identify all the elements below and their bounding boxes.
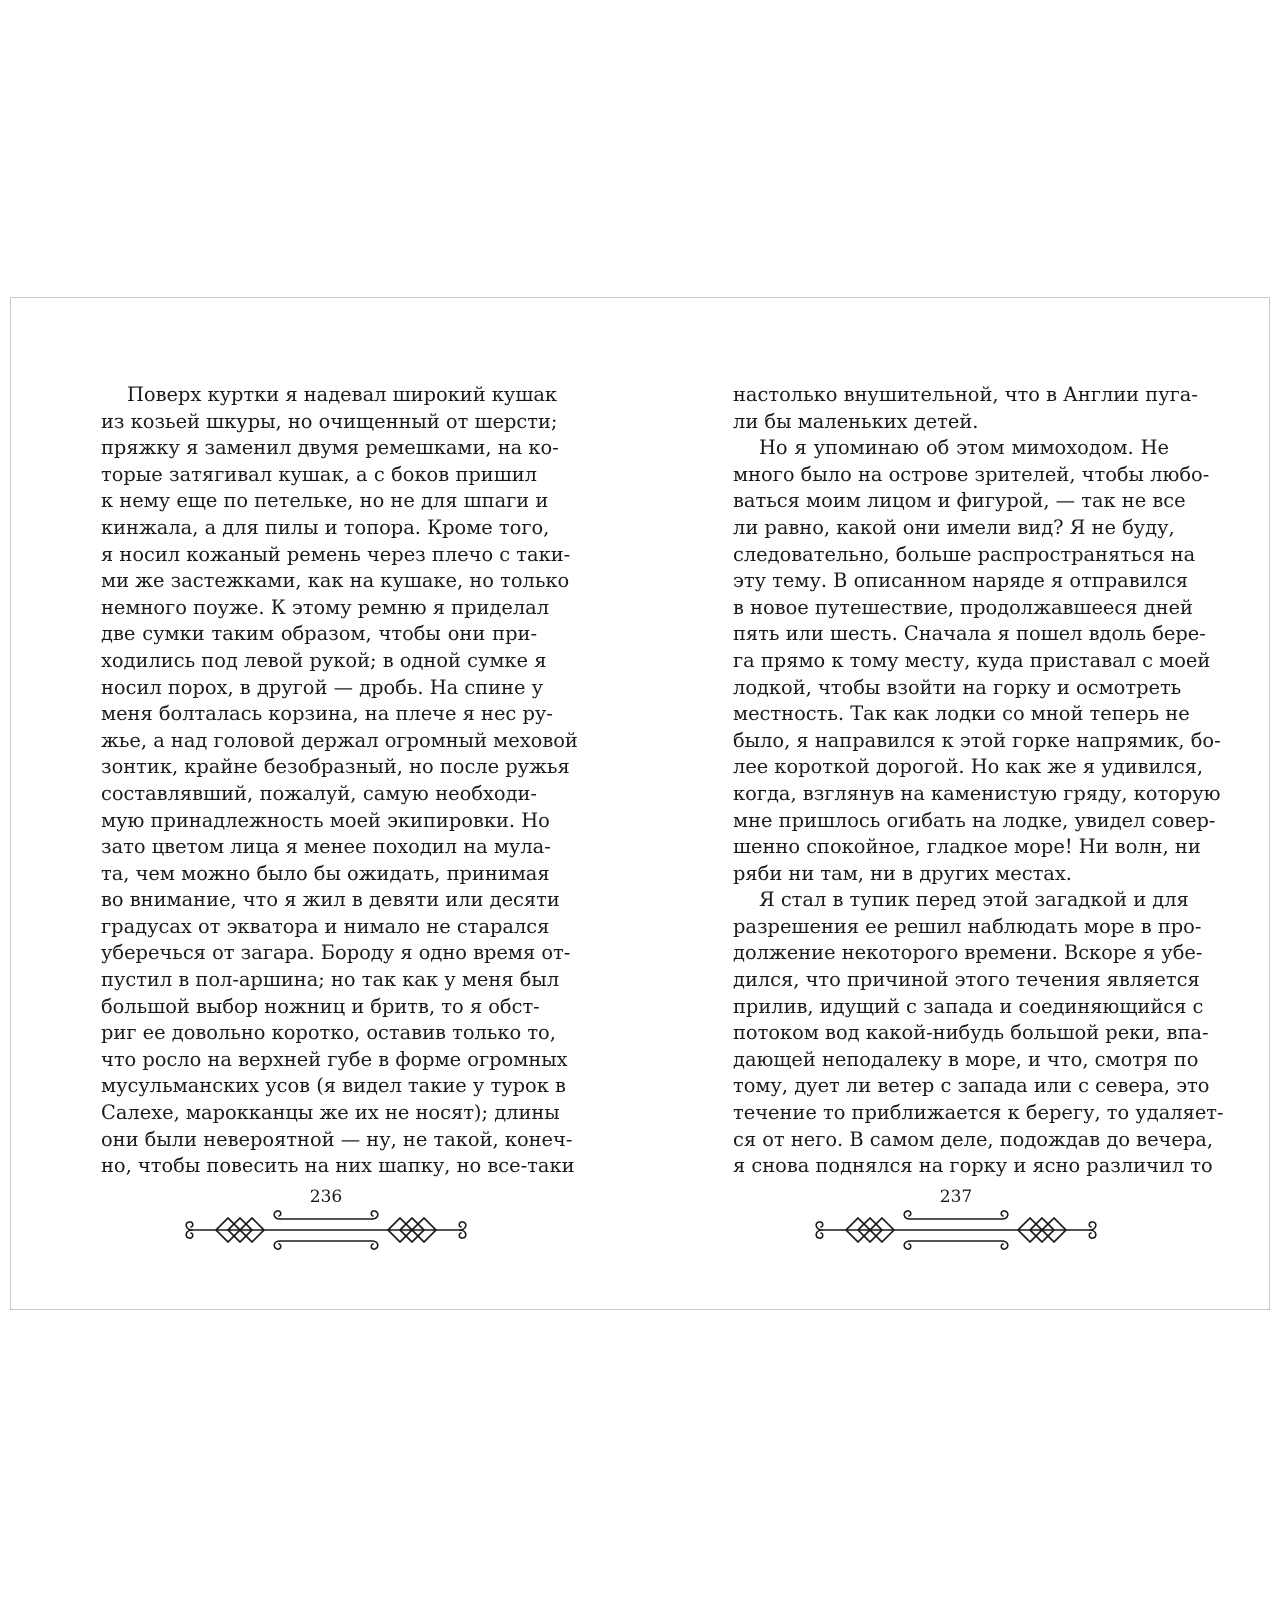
text-line: зонтик, крайне безобразный, но после ружья: [101, 755, 570, 779]
text-line: течение то приближается к берегу, то удаляет-: [733, 1101, 1224, 1125]
text-line: ряби ни там, ни в других местах.: [733, 861, 1072, 885]
text-line: тому, дует ли ветер с запада или с севера, это: [733, 1074, 1210, 1098]
text-line: эту тему. В описанном наряде я отправился: [733, 569, 1188, 593]
text-line: пять или шесть. Сначала я пошел вдоль бере-: [733, 622, 1206, 646]
text-line: что росло на верхней губе в форме огромных: [101, 1047, 568, 1071]
text-line: лодкой, чтобы взойти на горку и осмотреть: [733, 675, 1182, 699]
right-page: [641, 298, 1271, 1309]
text-line: та, чем можно было бы ожидать, принимая: [101, 861, 550, 885]
book-spread: [10, 297, 1270, 1310]
left-folio: [176, 1186, 476, 1266]
text-line: должение некоторого времени. Вскоре я убе-: [733, 941, 1203, 965]
text-line: кинжала, а для пилы и топора. Кроме того,: [101, 515, 550, 539]
text-line: дающей неподалеку в море, и что, смотря по: [733, 1047, 1199, 1071]
text-line: жье, а над головой держал огромный меховой: [101, 728, 578, 752]
text-line: Но я упоминаю об этом мимоходом. Не: [759, 436, 1169, 460]
text-line: местность. Так как лодки со мной теперь не: [733, 702, 1190, 726]
text-line: лее короткой дорогой. Но как же я удивился,: [733, 755, 1203, 779]
text-line: меня болталась корзина, на плече я нес ру-: [101, 702, 553, 726]
text-line: ходились под левой рукой; в одной сумке я: [101, 648, 547, 672]
text-line: дился, что причиной этого течения является: [733, 968, 1200, 992]
text-line: носил порох, в другой — дробь. На спине у: [101, 675, 544, 699]
text-line: было, я направился к этой горке напрямик, бо-: [733, 728, 1221, 752]
text-line: уберечься от загара. Бороду я одно время от-: [101, 941, 571, 965]
right-folio: [806, 1186, 1106, 1266]
text-line: ми же застежками, как на кушаке, но только: [101, 569, 570, 593]
text-line: я снова поднялся на горку и ясно различил то: [733, 1154, 1213, 1178]
text-line: зато цветом лица я менее походил на мула-: [101, 835, 551, 859]
left-page: [11, 298, 641, 1309]
text-line: мне пришлось огибать на лодке, увидел совер-: [733, 808, 1216, 832]
text-line: следовательно, больше распространяться на: [733, 542, 1196, 566]
text-line: ваться моим лицом и фигурой, — так не все: [733, 489, 1186, 513]
text-line: градусах от экватора и нимало не старался: [101, 914, 550, 938]
text-line: Я стал в тупик перед этой загадкой и для: [759, 888, 1189, 912]
text-line: Салехе, марокканцы же их не носят); длины: [101, 1101, 560, 1125]
text-line: Поверх куртки я надевал широкий кушак: [127, 383, 558, 406]
text-line: во внимание, что я жил в девяти или десяти: [101, 888, 560, 912]
text-line: немного поуже. К этому ремню я приделал: [101, 595, 550, 619]
text-line: много было на острове зрителей, чтобы любо-: [733, 462, 1210, 486]
left-page-text: [101, 382, 578, 1180]
text-line: ся от него. В самом деле, подождав до вечера,: [733, 1127, 1213, 1151]
text-line: я носил кожаный ремень через плечо с таки-: [101, 542, 571, 566]
text-line: они были невероятной — ну, не такой, конеч-: [101, 1127, 573, 1151]
text-line: к нему еще по петельке, но не для шпаги и: [101, 489, 549, 513]
flourish-ornament-icon: [176, 1198, 476, 1266]
text-line: прилив, идущий с запада и соединяющийся с: [733, 994, 1204, 1018]
text-line: мусульманских усов (я видел такие у турок в: [101, 1074, 566, 1098]
text-line: разрешения ее решил наблюдать море в про-: [733, 914, 1202, 938]
text-line: пустил в пол-аршина; но так как у меня был: [101, 968, 560, 992]
text-line: мую принадлежность моей экипировки. Но: [101, 808, 550, 832]
text-line: пряжку я заменил двумя ремешками, на ко-: [101, 436, 559, 460]
text-line: настолько внушительной, что в Англии пуга-: [733, 383, 1198, 406]
right-page-text: [733, 382, 1224, 1180]
page-number: 236: [309, 1187, 343, 1207]
text-line: в новое путешествие, продолжавшееся дней: [733, 595, 1193, 619]
text-line: две сумки таким образом, чтобы они при-: [101, 622, 537, 646]
text-line: га прямо к тому месту, куда приставал с моей: [733, 648, 1211, 672]
text-line: шенно спокойное, гладкое море! Ни волн, ни: [733, 835, 1201, 859]
text-line: большой выбор ножниц и бритв, то я обст-: [101, 994, 540, 1018]
text-line: ли бы маленьких детей.: [733, 409, 979, 433]
page-number: 237: [939, 1187, 973, 1207]
text-line: потоком вод какой-нибудь большой реки, впа-: [733, 1021, 1209, 1045]
text-line: риг ее довольно коротко, оставив только то,: [101, 1021, 556, 1045]
text-line: из козьей шкуры, но очищенный от шерсти;: [101, 409, 558, 433]
text-line: когда, взглянув на каменистую гряду, которую: [733, 781, 1221, 805]
text-line: торые затягивал кушак, а с боков пришил: [101, 462, 537, 486]
text-line: но, чтобы повесить на них шапку, но все-таки: [101, 1154, 575, 1178]
text-line: ли равно, какой они имели вид? Я не буду,: [733, 515, 1175, 539]
flourish-ornament-icon: [806, 1198, 1106, 1266]
text-line: составлявший, пожалуй, самую необходи-: [101, 781, 537, 805]
